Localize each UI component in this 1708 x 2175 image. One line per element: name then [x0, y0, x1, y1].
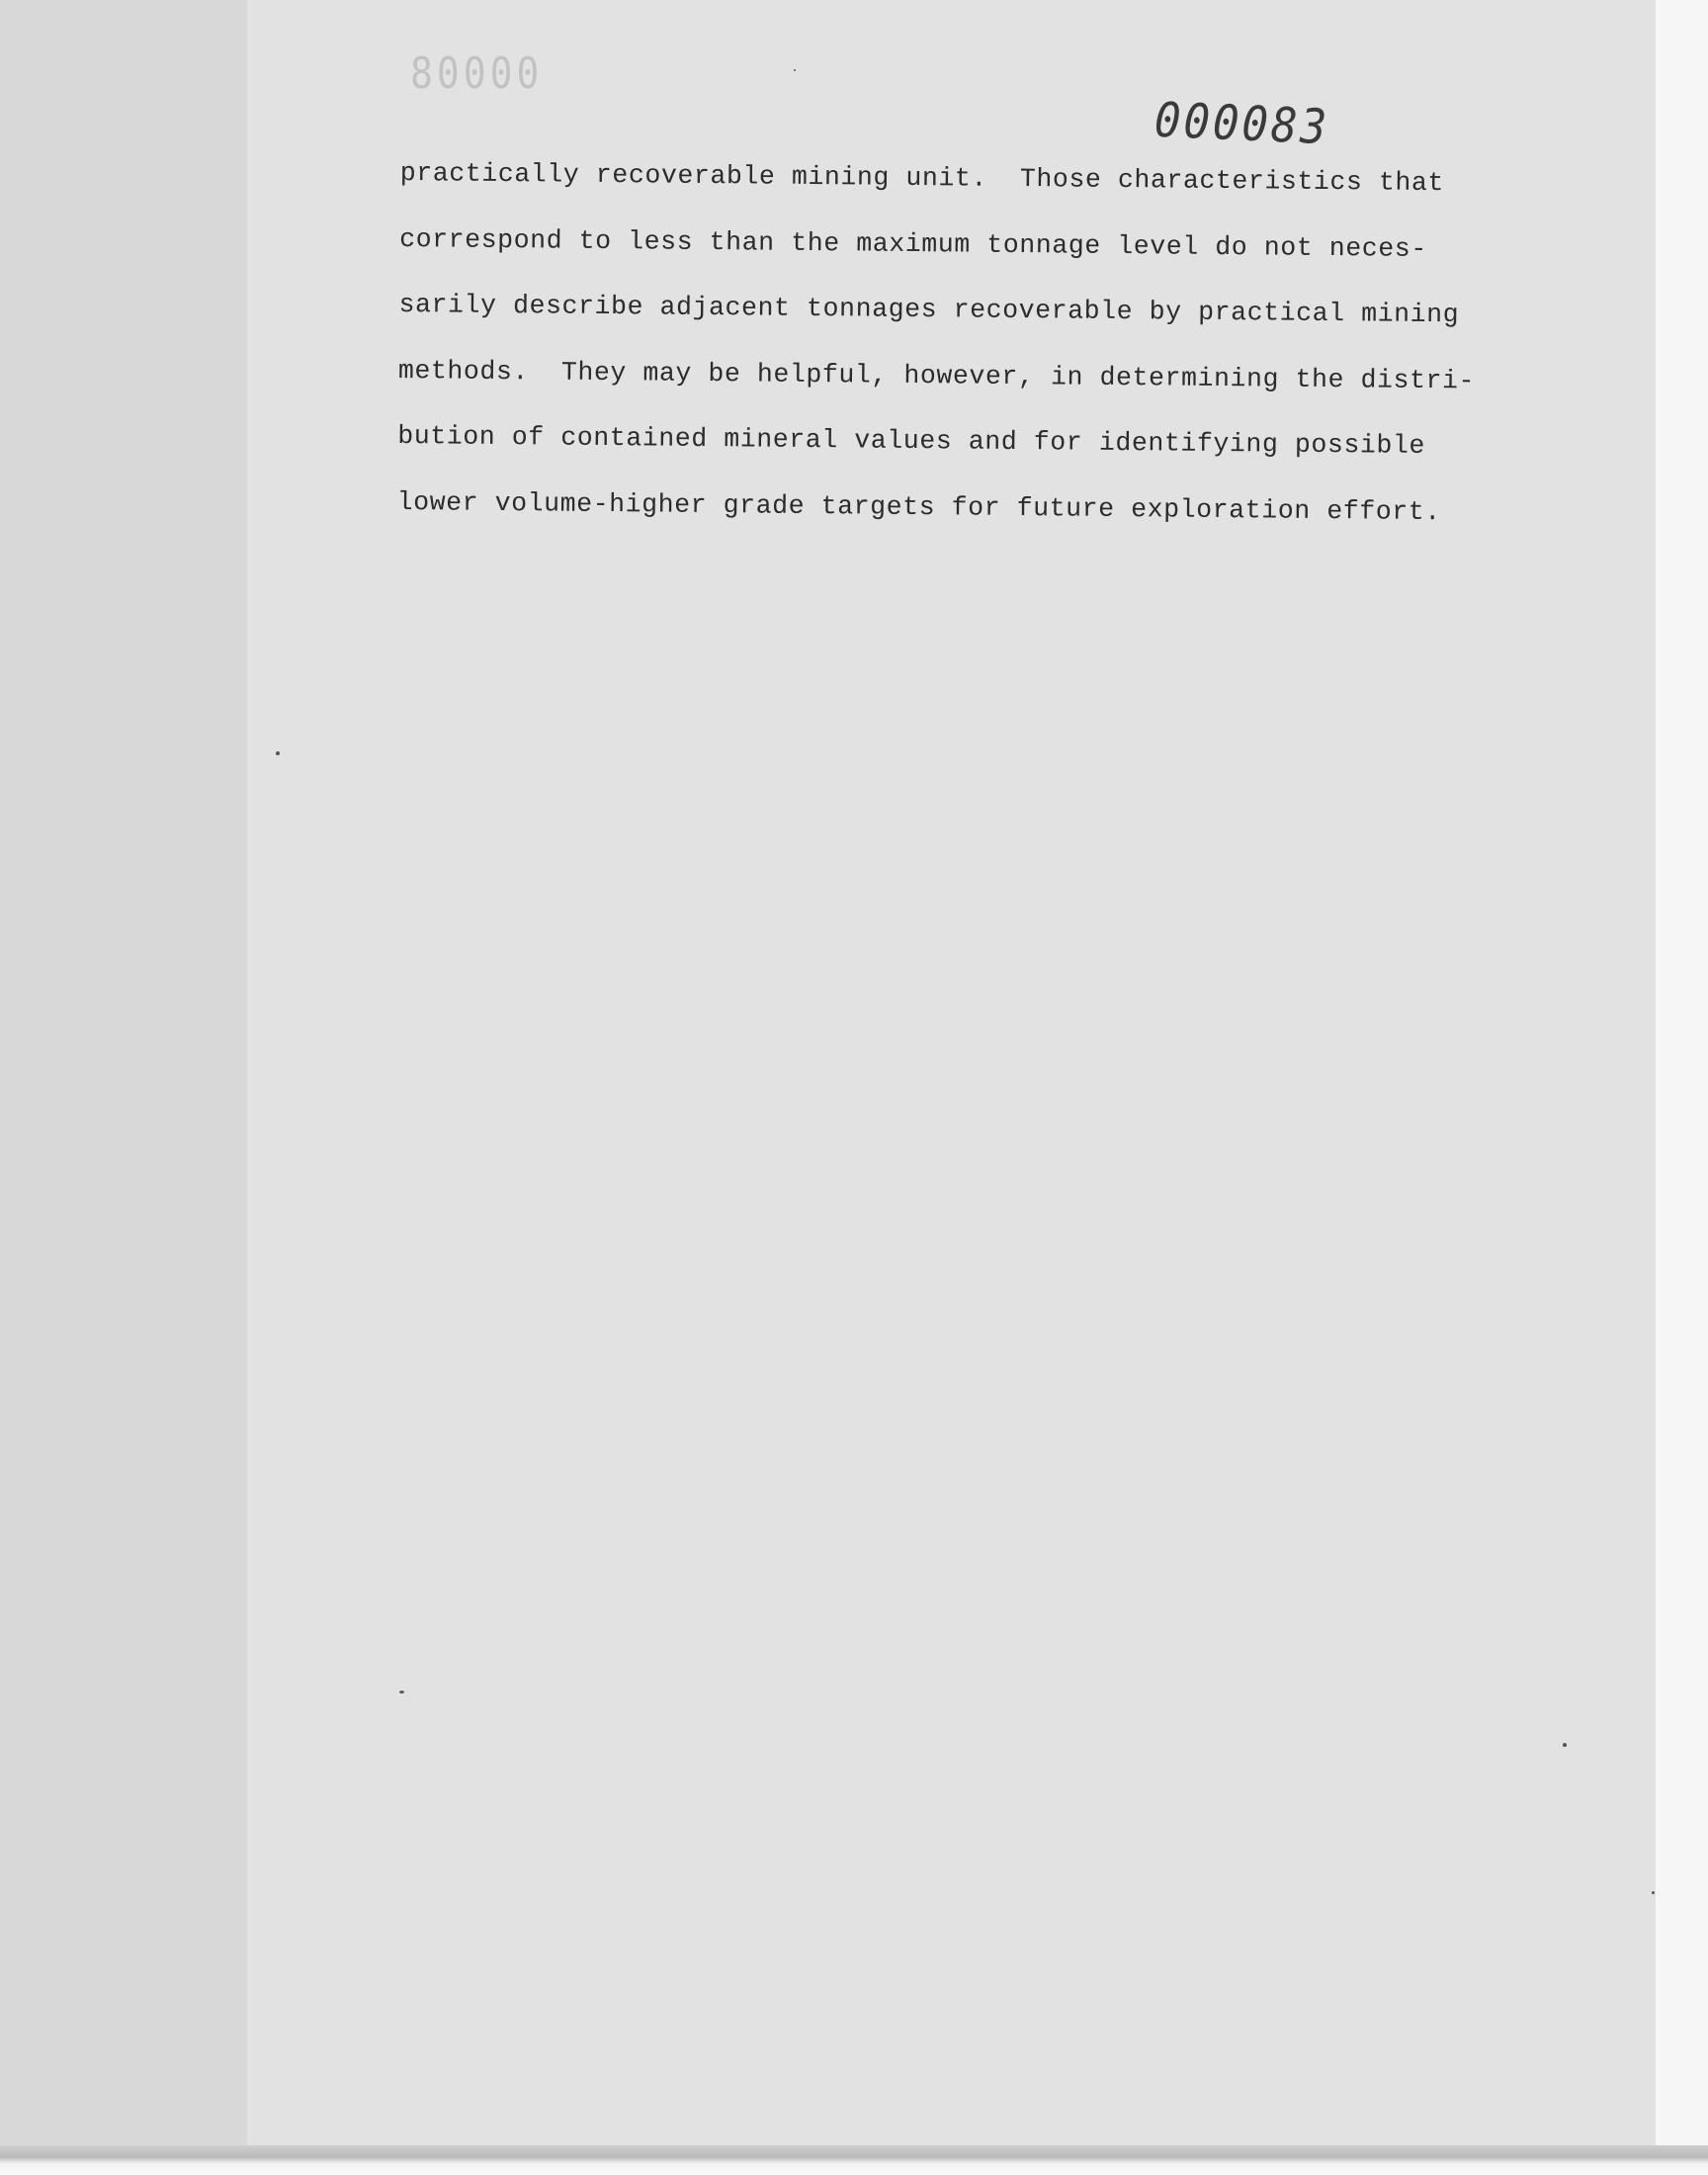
body-paragraph — [396, 158, 1507, 564]
scan-speck — [794, 69, 796, 71]
scan-speck — [1563, 1743, 1567, 1747]
scan-speck — [276, 751, 280, 755]
scan-speck — [1652, 1891, 1655, 1894]
scan-left-strip — [0, 0, 248, 2175]
page-number-stamp: 000083 — [1153, 92, 1331, 156]
scan-bottom-edge — [0, 2145, 1708, 2175]
text-line: bution of contained mineral values and for identifying possible — [397, 420, 1426, 461]
text-line: correspond to less than the maximum tonnage level do not neces- — [399, 223, 1427, 264]
scan-right-margin — [1656, 0, 1708, 2175]
text-line: sarily describe adjacent tonnages recoverable by practical mining — [398, 289, 1460, 330]
text-line: practically recoverable mining unit. Those characteristics that — [399, 158, 1445, 199]
faded-stamp-number: 80000 — [410, 47, 544, 99]
text-line: methods. They may be helpful, however, in determining the distri- — [397, 355, 1476, 395]
scan-speck — [399, 1691, 404, 1694]
text-line: lower volume-higher grade targets for future exploration effort. — [396, 486, 1441, 527]
